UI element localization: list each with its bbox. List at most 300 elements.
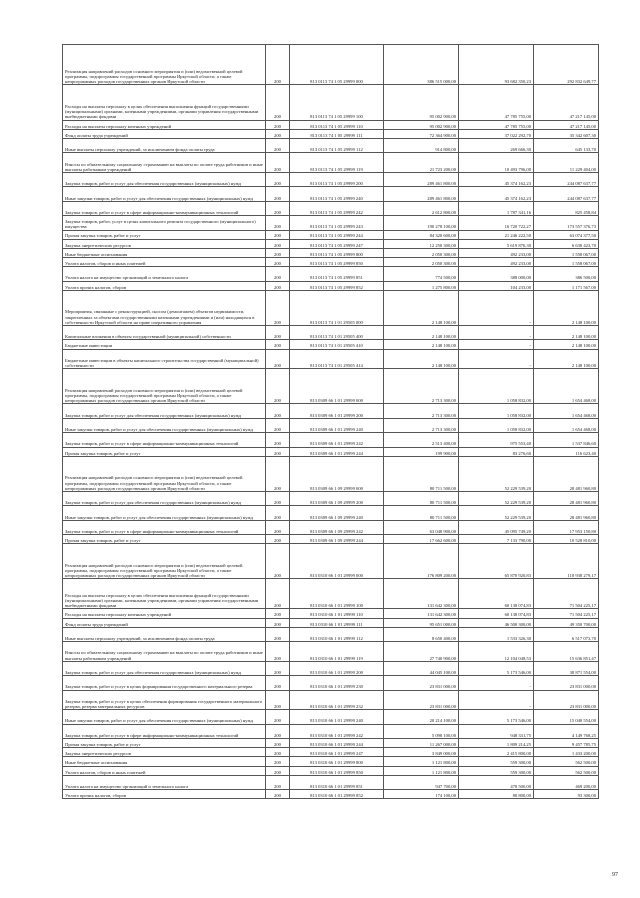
row-code-cell: 200 <box>266 544 290 579</box>
row-executed-amount-cell: - <box>459 326 534 340</box>
row-name-cell: Прочая закупка товаров, работ и услуг <box>63 535 266 544</box>
row-code-cell: 200 <box>266 369 290 404</box>
row-classification-code-cell: 813 0309 66 1 09 29999 242 <box>290 520 384 534</box>
row-remaining-amount-cell: 4 149 768,25 <box>534 724 599 738</box>
row-classification-code-cell: 813 0113 74 1 05 29999 242 <box>290 201 384 215</box>
row-code-cell: 200 <box>266 491 290 505</box>
table-row <box>63 535 599 544</box>
row-executed-amount-cell: 45 374 162,23 <box>459 172 534 186</box>
row-approved-amount-cell: 95 651 000,00 <box>384 618 459 627</box>
table-row <box>63 138 599 152</box>
row-executed-amount-cell: 47 785 755,00 <box>459 120 534 129</box>
row-remaining-amount-cell: 562 500,00 <box>534 757 599 766</box>
row-approved-amount-cell: 21 723 200,00 <box>384 153 459 173</box>
table-row <box>63 258 599 267</box>
row-name-cell: Реализация направлений расходов основного мероприятия и (или) ведомственной целевой программы, подпрограммы государственной программы Иркутской области, а также непрограммных расходов государственных органов Иркутской области <box>63 45 266 85</box>
row-remaining-amount-cell: 1 537 846,60 <box>534 433 599 447</box>
row-name-cell: Иные бюджетные ассигнования <box>63 757 266 766</box>
table-row <box>63 326 599 340</box>
row-executed-amount-cell: 1 787 341,16 <box>459 201 534 215</box>
row-remaining-amount-cell: 2 148 100,00 <box>534 326 599 340</box>
row-code-cell: 200 <box>266 676 290 690</box>
row-approved-amount-cell: 2 612 800,00 <box>384 201 459 215</box>
row-name-cell: Мероприятия, связанные с реконструкцией, сносом (демонтажем) объектов недвижимости, закрепленных за объектами государственными казенными учреждениями и (или) находящихся в собственности Иркутской области на праве оперативного управления <box>63 290 266 325</box>
row-name-cell: Иные закупки товаров, работ и услуг для обеспечения государственных (муниципальных) нужд <box>63 418 266 432</box>
row-approved-amount-cell: 95 002 900,00 <box>384 120 459 129</box>
row-approved-amount-cell: 289 461 800,00 <box>384 187 459 201</box>
row-remaining-amount-cell: 28 481 960,80 <box>534 491 599 505</box>
row-remaining-amount-cell: 1 654 468,00 <box>534 404 599 418</box>
row-code-cell: 200 <box>266 520 290 534</box>
row-name-cell: Прочая закупка товаров, работ и услуг <box>63 447 266 456</box>
row-approved-amount-cell: 3 849 000,00 <box>384 748 459 757</box>
row-approved-amount-cell: 2 148 100,00 <box>384 290 459 325</box>
row-executed-amount-cell: 1 058 832,00 <box>459 418 534 432</box>
row-executed-amount-cell: 5 173 546,00 <box>459 710 534 724</box>
row-approved-amount-cell: 914 800,00 <box>384 138 459 152</box>
row-classification-code-cell: 813 0310 66 1 01 29999 230 <box>290 676 384 690</box>
row-code-cell: 200 <box>266 258 290 267</box>
row-name-cell: Уплата прочих налогов, сборов <box>63 281 266 290</box>
row-executed-amount-cell: 478 500,00 <box>459 775 534 789</box>
row-remaining-amount-cell: 244 087 637,77 <box>534 187 599 201</box>
table-row <box>63 456 599 491</box>
row-executed-amount-cell: 45 374 162,23 <box>459 187 534 201</box>
row-remaining-amount-cell: 2 148 100,00 <box>534 340 599 349</box>
row-code-cell: 200 <box>266 349 290 369</box>
row-classification-code-cell: 813 0310 66 1 01 29999 200 <box>290 661 384 675</box>
row-code-cell: 200 <box>266 790 290 799</box>
row-classification-code-cell: 813 0113 74 1 05 29999 852 <box>290 281 384 290</box>
table-body <box>63 45 599 799</box>
row-remaining-amount-cell: 9 457 785,75 <box>534 738 599 747</box>
row-approved-amount-cell: 386 515 000,00 <box>384 45 459 85</box>
row-code-cell: 200 <box>266 775 290 789</box>
row-remaining-amount-cell: 825 458,84 <box>534 201 599 215</box>
row-name-cell: Закупка энергетических ресурсов <box>63 748 266 757</box>
row-remaining-amount-cell: 63 074 377,50 <box>534 230 599 239</box>
row-remaining-amount-cell: 35 342 607,30 <box>534 129 599 138</box>
table-row <box>63 790 599 799</box>
row-classification-code-cell: 813 0309 66 1 01 29999 242 <box>290 433 384 447</box>
table-row <box>63 290 599 325</box>
row-remaining-amount-cell: 1 654 468,00 <box>534 418 599 432</box>
row-code-cell: 200 <box>266 248 290 257</box>
row-approved-amount-cell: 2 148 100,00 <box>384 326 459 340</box>
row-name-cell: Уплата налога на имущество организаций и земельного налога <box>63 775 266 789</box>
row-approved-amount-cell: 947 700,00 <box>384 775 459 789</box>
row-executed-amount-cell: 83 276,60 <box>459 447 534 456</box>
row-executed-amount-cell: 21 246 222,50 <box>459 230 534 239</box>
row-name-cell: Закупка товаров, работ и услуг для обеспечения государственных (муниципальных) нужд <box>63 661 266 675</box>
row-code-cell: 200 <box>266 267 290 281</box>
row-name-cell: Бюджетные инвестиции <box>63 340 266 349</box>
row-classification-code-cell: 813 0310 66 1 01 29999 000 <box>290 544 384 579</box>
table-row <box>63 609 599 618</box>
row-executed-amount-cell: 47 785 755,00 <box>459 85 534 120</box>
row-executed-amount-cell: 2 415 800,00 <box>459 748 534 757</box>
row-remaining-amount-cell: 1 171 567,00 <box>534 281 599 290</box>
table-row <box>63 618 599 627</box>
row-classification-code-cell: 813 0113 74 1 01 29505 000 <box>290 290 384 325</box>
table-row <box>63 349 599 369</box>
row-name-cell: Взносы по обязательному социальному страхованию на выплаты по оплате труда работников и иные выплаты работникам учреждений <box>63 642 266 662</box>
row-approved-amount-cell: 289 461 800,00 <box>384 172 459 186</box>
row-approved-amount-cell: 1 275 800,00 <box>384 281 459 290</box>
row-approved-amount-cell: 131 642 300,00 <box>384 579 459 609</box>
row-executed-amount-cell: 60 138 074,83 <box>459 579 534 609</box>
row-code-cell: 200 <box>266 738 290 747</box>
row-classification-code-cell: 813 0113 74 1 05 29999 850 <box>290 258 384 267</box>
row-name-cell: Закупка товаров, работ и услуг в сфере информационно-коммуникационных технологий <box>63 724 266 738</box>
row-executed-amount-cell: 12 104 048,53 <box>459 642 534 662</box>
row-code-cell: 200 <box>266 281 290 290</box>
row-classification-code-cell: 813 0310 66 1 01 29999 244 <box>290 738 384 747</box>
row-code-cell: 200 <box>266 418 290 432</box>
row-name-cell: Реализация направлений расходов основного мероприятия и (или) ведомственной целевой программы, подпрограммы государственной программы Иркутской области, а также непрограммных расходов государственных органов Иркутской области <box>63 369 266 404</box>
row-name-cell: Прочая закупка товаров, работ и услуг <box>63 738 266 747</box>
row-approved-amount-cell: 80 711 500,00 <box>384 456 459 491</box>
row-approved-amount-cell: 27 740 900,00 <box>384 642 459 662</box>
table-row <box>63 491 599 505</box>
row-approved-amount-cell: 72 364 900,00 <box>384 129 459 138</box>
table-row <box>63 418 599 432</box>
row-approved-amount-cell: 131 642 300,00 <box>384 609 459 618</box>
row-name-cell: Расходы на выплаты персоналу в целях обеспечения выполнения функций государственными (муниципальными) органами, казенными учреждениями, органами управления государственными внебюджетными фондами <box>63 579 266 609</box>
row-classification-code-cell: 813 0113 74 1 01 29505 400 <box>290 326 384 340</box>
row-name-cell: Уплата прочих налогов, сборов <box>63 790 266 799</box>
row-name-cell: Уплата налогов, сборов и иных платежей <box>63 258 266 267</box>
row-executed-amount-cell: 975 553,40 <box>459 433 534 447</box>
row-executed-amount-cell: 1 533 326,30 <box>459 627 534 641</box>
table-row <box>63 187 599 201</box>
row-approved-amount-cell: 63 048 900,00 <box>384 520 459 534</box>
row-approved-amount-cell: 11 267 000,00 <box>384 738 459 747</box>
row-approved-amount-cell: 1 121 800,00 <box>384 757 459 766</box>
row-approved-amount-cell: 23 831 000,00 <box>384 690 459 710</box>
row-classification-code-cell: 813 0113 74 1 05 29999 100 <box>290 85 384 120</box>
row-code-cell: 200 <box>266 85 290 120</box>
row-executed-amount-cell: 559 300,00 <box>459 757 534 766</box>
row-classification-code-cell: 813 0310 66 1 01 29999 110 <box>290 609 384 618</box>
row-classification-code-cell: 813 0309 66 1 09 29999 000 <box>290 456 384 491</box>
row-remaining-amount-cell: 6 517 073,70 <box>534 627 599 641</box>
row-approved-amount-cell: 23 831 000,00 <box>384 676 459 690</box>
row-remaining-amount-cell: 49 350 700,00 <box>534 618 599 627</box>
row-executed-amount-cell: 559 300,00 <box>459 766 534 775</box>
row-remaining-amount-cell: 1 654 468,00 <box>534 369 599 404</box>
row-name-cell: Уплата налогов, сборов и иных платежей <box>63 766 266 775</box>
row-code-cell: 200 <box>266 710 290 724</box>
row-executed-amount-cell: 5 619 876,30 <box>459 239 534 248</box>
row-approved-amount-cell: 80 711 500,00 <box>384 491 459 505</box>
row-code-cell: 200 <box>266 120 290 129</box>
row-name-cell: Расходы на выплаты персоналу в целях обеспечения выполнения функций государственными (муниципальными) органами, казенными учреждениями, органами управления государственными внебюджетными фондами <box>63 85 266 120</box>
row-remaining-amount-cell: 110 938 279,17 <box>534 544 599 579</box>
row-approved-amount-cell: 176 809 200,00 <box>384 544 459 579</box>
row-code-cell: 200 <box>266 618 290 627</box>
page-number: 97 <box>612 872 618 878</box>
row-executed-amount-cell: - <box>459 349 534 369</box>
row-code-cell: 200 <box>266 506 290 520</box>
table-row <box>63 433 599 447</box>
row-remaining-amount-cell: 11 229 404,00 <box>534 153 599 173</box>
row-approved-amount-cell: 190 278 100,00 <box>384 216 459 230</box>
row-approved-amount-cell: 1 121 800,00 <box>384 766 459 775</box>
row-name-cell: Закупка товаров, работ и услуг в целях обеспечения формирования государственного материального резерва, резерва материальных ресурсов <box>63 690 266 710</box>
row-approved-amount-cell: 2 713 300,00 <box>384 418 459 432</box>
table-row <box>63 120 599 129</box>
row-remaining-amount-cell: 292 832 649,77 <box>534 45 599 85</box>
row-name-cell: Уплата налога на имущество организаций и земельного налога <box>63 267 266 281</box>
row-classification-code-cell: 813 0309 66 1 09 29999 200 <box>290 491 384 505</box>
row-classification-code-cell: 813 0113 74 1 05 29999 800 <box>290 248 384 257</box>
row-classification-code-cell: 813 0310 66 1 01 29999 119 <box>290 642 384 662</box>
row-remaining-amount-cell: 2 148 100,00 <box>534 349 599 369</box>
row-code-cell: 200 <box>266 433 290 447</box>
row-remaining-amount-cell: 47 217 145,00 <box>534 85 599 120</box>
row-code-cell: 200 <box>266 216 290 230</box>
row-code-cell: 200 <box>266 609 290 618</box>
table-row <box>63 404 599 418</box>
row-classification-code-cell: 813 0113 74 1 05 29999 851 <box>290 267 384 281</box>
row-classification-code-cell: 813 0310 66 1 01 29999 100 <box>290 579 384 609</box>
row-executed-amount-cell: 104 233,00 <box>459 281 534 290</box>
row-approved-amount-cell: 44 045 100,00 <box>384 661 459 675</box>
row-name-cell: Иные выплаты персоналу учреждений, за исключением фонда оплаты труда <box>63 138 266 152</box>
row-executed-amount-cell: 492 233,00 <box>459 258 534 267</box>
row-executed-amount-cell: 1 058 832,00 <box>459 404 534 418</box>
row-code-cell: 200 <box>266 187 290 201</box>
table-row <box>63 627 599 641</box>
row-name-cell: Иные закупки товаров, работ и услуг для обеспечения государственных (муниципальных) нужд <box>63 187 266 201</box>
row-approved-amount-cell: 12 250 300,00 <box>384 239 459 248</box>
row-classification-code-cell: 813 0310 66 1 01 29999 242 <box>290 724 384 738</box>
row-executed-amount-cell: 52 229 539,20 <box>459 456 534 491</box>
row-classification-code-cell: 813 0310 66 1 01 29999 112 <box>290 627 384 641</box>
row-approved-amount-cell: 774 500,00 <box>384 267 459 281</box>
row-classification-code-cell: 813 0113 74 1 05 29999 200 <box>290 172 384 186</box>
row-remaining-amount-cell: 71 504 225,17 <box>534 579 599 609</box>
table-row <box>63 748 599 757</box>
row-classification-code-cell: 813 0309 66 1 09 29999 240 <box>290 506 384 520</box>
row-name-cell: Капитальные вложения в объекты государственной (муниципальной) собственности <box>63 326 266 340</box>
row-name-cell: Иные закупки товаров, работ и услуг для обеспечения государственных (муниципальных) нужд <box>63 506 266 520</box>
row-remaining-amount-cell: 1 558 067,00 <box>534 258 599 267</box>
row-code-cell: 200 <box>266 45 290 85</box>
row-executed-amount-cell: - <box>459 340 534 349</box>
row-approved-amount-cell: 17 662 600,00 <box>384 535 459 544</box>
row-code-cell: 200 <box>266 661 290 675</box>
row-classification-code-cell: 813 0113 74 1 05 29999 240 <box>290 187 384 201</box>
row-code-cell: 200 <box>266 447 290 456</box>
table-row <box>63 369 599 404</box>
row-code-cell: 200 <box>266 129 290 138</box>
row-approved-amount-cell: 2 713 300,00 <box>384 404 459 418</box>
row-code-cell: 200 <box>266 456 290 491</box>
row-classification-code-cell: 813 0310 66 1 01 29999 247 <box>290 748 384 757</box>
row-remaining-amount-cell: 38 871 554,00 <box>534 661 599 675</box>
row-remaining-amount-cell: 645 133,70 <box>534 138 599 152</box>
row-code-cell: 200 <box>266 290 290 325</box>
row-executed-amount-cell: 37 022 292,70 <box>459 129 534 138</box>
row-approved-amount-cell: 20 214 100,00 <box>384 710 459 724</box>
row-approved-amount-cell: 174 100,00 <box>384 790 459 799</box>
row-name-cell: Расходы на выплаты персоналу казенных учреждений <box>63 120 266 129</box>
row-remaining-amount-cell: 23 831 000,00 <box>534 676 599 690</box>
row-name-cell: Фонд оплаты труда учреждений <box>63 129 266 138</box>
row-classification-code-cell: 813 0310 66 1 01 29999 240 <box>290 710 384 724</box>
row-classification-code-cell: 813 0113 74 1 05 29999 119 <box>290 153 384 173</box>
row-executed-amount-cell: 492 233,00 <box>459 248 534 257</box>
row-executed-amount-cell: 52 229 539,20 <box>459 506 534 520</box>
row-code-cell: 200 <box>266 138 290 152</box>
row-remaining-amount-cell: 10 528 810,00 <box>534 535 599 544</box>
row-remaining-amount-cell: 386 500,00 <box>534 267 599 281</box>
row-approved-amount-cell: 2 050 300,00 <box>384 248 459 257</box>
row-code-cell: 200 <box>266 642 290 662</box>
row-executed-amount-cell: 1 058 832,00 <box>459 369 534 404</box>
table-row <box>63 45 599 85</box>
row-remaining-amount-cell: 93 300,00 <box>534 790 599 799</box>
table-row <box>63 230 599 239</box>
table-row <box>63 506 599 520</box>
row-remaining-amount-cell: 28 481 960,80 <box>534 506 599 520</box>
row-remaining-amount-cell: 28 481 960,80 <box>534 456 599 491</box>
row-executed-amount-cell: 7 133 790,00 <box>459 535 534 544</box>
row-approved-amount-cell: 2 513 400,00 <box>384 433 459 447</box>
row-code-cell: 200 <box>266 748 290 757</box>
row-name-cell: Расходы на выплаты персоналу казенных учреждений <box>63 609 266 618</box>
row-remaining-amount-cell: 6 630 423,70 <box>534 239 599 248</box>
row-code-cell: 200 <box>266 690 290 710</box>
row-classification-code-cell: 813 0310 66 1 01 29999 232 <box>290 690 384 710</box>
row-name-cell: Закупка товаров, работ и услуг в сфере информационно-коммуникационных технологий <box>63 201 266 215</box>
row-executed-amount-cell: 5 173 546,00 <box>459 661 534 675</box>
row-remaining-amount-cell: 15 636 851,47 <box>534 642 599 662</box>
row-executed-amount-cell: 388 000,00 <box>459 267 534 281</box>
table-row <box>63 676 599 690</box>
row-code-cell: 200 <box>266 535 290 544</box>
table-row <box>63 757 599 766</box>
budget-execution-table <box>62 44 599 799</box>
row-executed-amount-cell: - <box>459 690 534 710</box>
table-row <box>63 710 599 724</box>
row-code-cell: 200 <box>266 404 290 418</box>
table-row <box>63 642 599 662</box>
row-classification-code-cell: 813 0113 74 1 01 29505 414 <box>290 349 384 369</box>
row-approved-amount-cell: 80 711 500,00 <box>384 506 459 520</box>
row-approved-amount-cell: 2 050 300,00 <box>384 258 459 267</box>
row-remaining-amount-cell: 469 200,00 <box>534 775 599 789</box>
table-row <box>63 129 599 138</box>
row-classification-code-cell: 813 0309 66 1 01 29999 244 <box>290 447 384 456</box>
row-approved-amount-cell: 84 320 600,00 <box>384 230 459 239</box>
row-remaining-amount-cell: 116 623,40 <box>534 447 599 456</box>
row-classification-code-cell: 813 0113 74 1 01 29505 410 <box>290 340 384 349</box>
row-classification-code-cell: 813 0310 66 1 01 29999 800 <box>290 757 384 766</box>
row-classification-code-cell: 813 0309 66 1 01 29999 240 <box>290 418 384 432</box>
row-executed-amount-cell: 46 500 300,00 <box>459 618 534 627</box>
row-executed-amount-cell: 269 666,30 <box>459 138 534 152</box>
row-remaining-amount-cell: 15 040 554,00 <box>534 710 599 724</box>
row-name-cell: Реализация направлений расходов основного мероприятия и (или) ведомственной целевой программы, подпрограммы государственной программы Иркутской области, а также непрограммных расходов государственных органов Иркутской области <box>63 544 266 579</box>
row-name-cell: Закупка товаров, работ и услуг для обеспечения государственных (муниципальных) нужд <box>63 172 266 186</box>
table-row <box>63 724 599 738</box>
row-classification-code-cell: 813 0113 74 1 05 29999 247 <box>290 239 384 248</box>
table-row <box>63 447 599 456</box>
row-classification-code-cell: 813 0310 66 1 01 29999 111 <box>290 618 384 627</box>
table-row <box>63 85 599 120</box>
row-executed-amount-cell: 52 229 539,20 <box>459 491 534 505</box>
table-row <box>63 201 599 215</box>
row-remaining-amount-cell: 1 433 200,00 <box>534 748 599 757</box>
row-approved-amount-cell: 2 148 100,00 <box>384 349 459 369</box>
row-executed-amount-cell: 16 720 722,27 <box>459 216 534 230</box>
row-name-cell: Закупка товаров, работ и услуг для обеспечения государственных (муниципальных) нужд <box>63 404 266 418</box>
row-approved-amount-cell: 2 148 100,00 <box>384 340 459 349</box>
row-name-cell: Иные выплаты персоналу учреждений, за исключением фонда оплаты труда <box>63 627 266 641</box>
row-code-cell: 200 <box>266 579 290 609</box>
row-executed-amount-cell: - <box>459 290 534 325</box>
row-name-cell: Реализация направлений расходов основного мероприятия и (или) ведомственной целевой программы, подпрограммы государственной программы Иркутской области, а также непрограммных расходов государственных органов Иркутской области <box>63 456 266 491</box>
row-executed-amount-cell: 45 095 749,20 <box>459 520 534 534</box>
row-name-cell: Прочая закупка товаров, работ и услуг <box>63 230 266 239</box>
row-classification-code-cell: 813 0113 74 1 05 29999 110 <box>290 120 384 129</box>
table-row <box>63 216 599 230</box>
table-row <box>63 172 599 186</box>
row-name-cell: Закупка энергетических ресурсов <box>63 239 266 248</box>
row-code-cell: 200 <box>266 239 290 248</box>
row-code-cell: 200 <box>266 230 290 239</box>
table-row <box>63 766 599 775</box>
row-executed-amount-cell: 65 870 920,83 <box>459 544 534 579</box>
table-row <box>63 340 599 349</box>
row-executed-amount-cell: 1 809 214,25 <box>459 738 534 747</box>
table-row <box>63 544 599 579</box>
row-approved-amount-cell: 199 900,00 <box>384 447 459 456</box>
table-row <box>63 267 599 281</box>
table-row <box>63 738 599 747</box>
row-name-cell: Фонд оплаты труда учреждений <box>63 618 266 627</box>
table-row <box>63 690 599 710</box>
row-name-cell: Закупка товаров, работ и услуг в сфере информационно-коммуникационных технологий <box>63 520 266 534</box>
row-approved-amount-cell: 5 098 100,00 <box>384 724 459 738</box>
row-code-cell: 200 <box>266 172 290 186</box>
row-remaining-amount-cell: 562 500,00 <box>534 766 599 775</box>
row-remaining-amount-cell: 71 504 225,17 <box>534 609 599 618</box>
row-executed-amount-cell: 10 493 796,00 <box>459 153 534 173</box>
row-executed-amount-cell: - <box>459 676 534 690</box>
row-classification-code-cell: 813 0310 66 1 01 29999 850 <box>290 766 384 775</box>
row-name-cell: Закупка товаров, работ и услуг для обеспечения государственных (муниципальных) нужд <box>63 491 266 505</box>
row-remaining-amount-cell: 173 557 376,73 <box>534 216 599 230</box>
row-code-cell: 200 <box>266 757 290 766</box>
row-approved-amount-cell: 95 002 900,00 <box>384 85 459 120</box>
row-name-cell: Бюджетные инвестиции в объекты капитального строительства государственной (муниципальной) собственности <box>63 349 266 369</box>
row-code-cell: 200 <box>266 201 290 215</box>
row-classification-code-cell: 813 0113 74 1 05 29999 243 <box>290 216 384 230</box>
row-code-cell: 200 <box>266 326 290 340</box>
table-row <box>63 579 599 609</box>
row-remaining-amount-cell: 47 217 145,00 <box>534 120 599 129</box>
row-classification-code-cell: 813 0113 74 1 05 29999 244 <box>290 230 384 239</box>
row-classification-code-cell: 813 0309 66 1 01 29999 200 <box>290 404 384 418</box>
table-row <box>63 661 599 675</box>
row-name-cell: Иные бюджетные ассигнования <box>63 248 266 257</box>
row-executed-amount-cell: 80 800,00 <box>459 790 534 799</box>
row-code-cell: 200 <box>266 766 290 775</box>
